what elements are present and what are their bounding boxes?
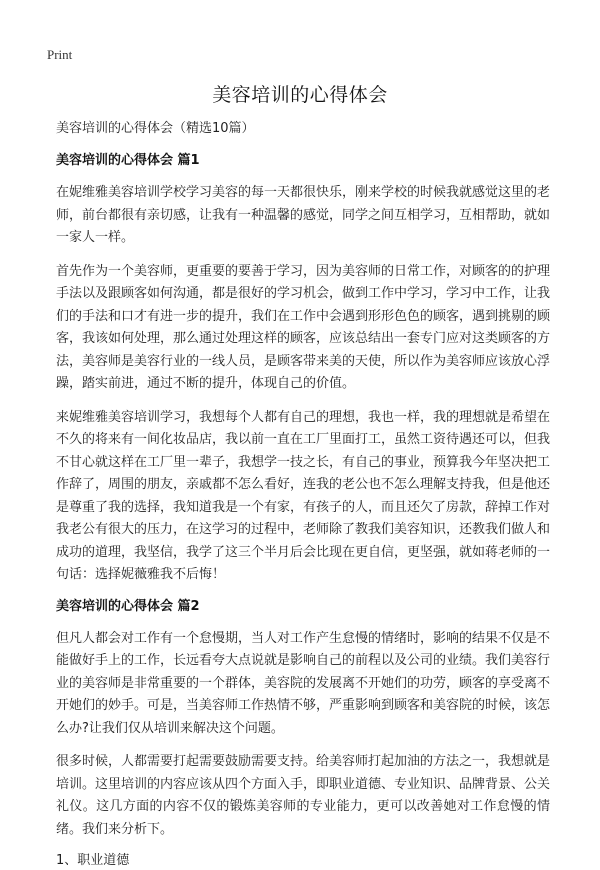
paragraph: 很多时候，人都需要打起需要鼓励需要支持。给美容师打起加油的方法之一，我想就是培训。这里培训的内容应该从四个方面入手，即职业道德、专业知识、品牌背景、公关礼仪。这几方面的内容不仅的锻炼美容师的专业能力，更可以改善她对工作怠慢的情绪。我们来分析下。	[56, 751, 550, 841]
section-heading: 美容培训的心得体会 篇1	[56, 152, 550, 170]
section-1	[56, 152, 550, 587]
paragraph: 首先作为一个美容师，更重要的要善于学习，因为美容师的日常工作，对顾客的的护理手法以及跟顾客如何沟通，都是很好的学习机会，做到工作中学习，学习中工作，让我们的手法和口才有进一步的提升，我们在工作中会遇到形形色色的顾客，遇到挑剔的顾客，我该如何处理，那么通过处理这样的顾客，应该总结出一套专门应对这类顾客的方法，美容师是美容行业的一线人员，是顾客带来美的天使，所以作为美容师应该放心浮躁，踏实前进，通过不断的提升，体现自己的价值。	[56, 261, 550, 396]
paragraph: 来妮维雅美容培训学习，我想每个人都有自己的理想，我也一样，我的理想就是希望在不久的将来有一间化妆品店，我以前一直在工厂里面打工，虽然工资待遇还可以，但我不甘心就这样在工厂里一辈子，我想学一技之长，有自己的事业，预算我今年坚决把工作辞了，周围的朋友，亲戚都不怎么看好，连我的老公也不怎么理解支持我，但是他还是尊重了我的选择，我知道我是一个有家，有孩子的人，而且还欠了房款，辞掉工作对我老公有很大的压力，在这学习的过程中，老师除了教我们美容知识，还教我们做人和成功的道理，我坚信，我学了这三个半月后会比现在更自信，更坚强，就如蒋老师的一句话：选择妮薇雅我不后悔！	[56, 407, 550, 587]
document-title: 美容培训的心得体会	[0, 80, 600, 107]
list-item: 1、职业道德	[56, 852, 550, 870]
document-subtitle: 美容培训的心得体会（精选10篇）	[56, 120, 550, 138]
paragraph: 在妮维雅美容培训学校学习美容的每一天都很快乐，刚来学校的时候我就感觉这里的老师，前台都很有亲切感，让我有一种温馨的感觉，同学之间互相学习，互相帮助，就如一家人一样。	[56, 182, 550, 250]
section-heading: 美容培训的心得体会 篇2	[56, 598, 550, 616]
paragraph: 但凡人都会对工作有一个怠慢期，当人对工作产生怠慢的情绪时，影响的结果不仅是不能做好手上的工作，长远看夸大点说就是影响自己的前程以及公司的业绩。我们美容行业的美容师是非常重要的一个群体，美容院的发展离不开她们的功劳，顾客的享受离不开她们的妙手。可是，当美容师工作热情不够，严重影响到顾客和美容院的时候，该怎么办?让我们仅从培训来解决这个问题。	[56, 628, 550, 741]
section-2	[56, 598, 550, 870]
document-body	[56, 120, 550, 870]
print-label: Print	[47, 47, 72, 63]
